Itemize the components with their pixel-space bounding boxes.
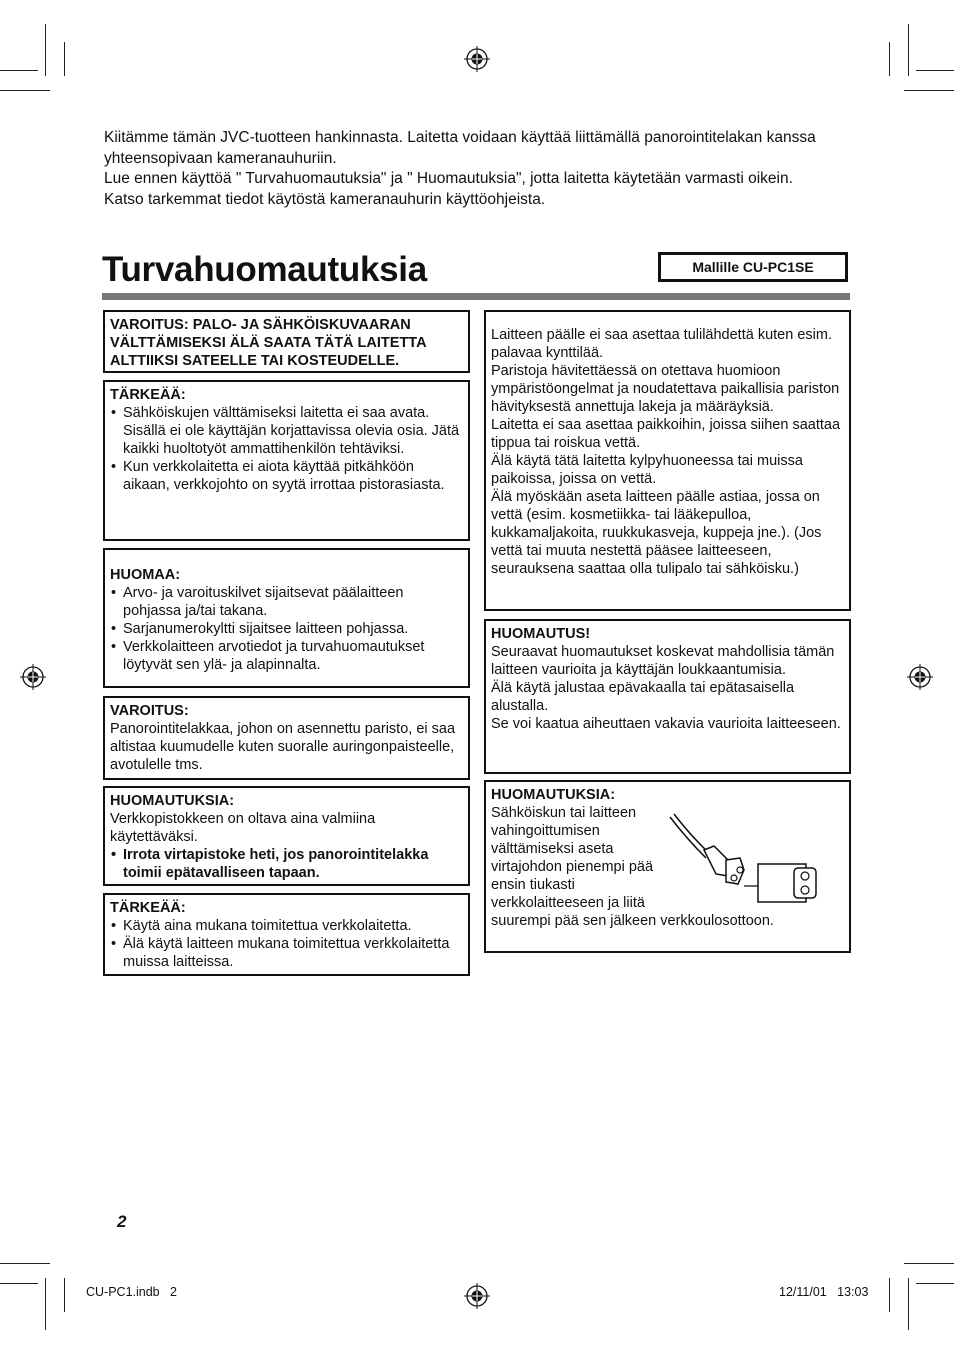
page-title: Turvahuomautuksia (102, 250, 427, 289)
footer-date: 12/11/01 13:03 (779, 1285, 869, 1299)
cord-text-bottom: suurempi pää sen jälkeen verkkoulosottoon. (491, 913, 774, 929)
power-cord-illustration-icon (668, 812, 818, 912)
registration-mark-icon (20, 664, 46, 690)
note-list (110, 584, 463, 674)
crop-mark (64, 42, 65, 76)
list-item: • Kun verkkolaitetta ei aiota käyttää pitkähköön aikaan, verkkojohto on syytä irrottaa pistorasiasta. (110, 458, 463, 494)
list-item: • Käytä aina mukana toimitettua verkkolaitetta. (110, 917, 463, 935)
main-warning-box (103, 310, 470, 373)
safety-paragraph: Laitetta ei saa asettaa paikkoihin, joissa siihen saattaa tippua tai roiskua vettä. (491, 417, 841, 451)
crop-mark (908, 1278, 909, 1330)
model-label: Mallille CU-PC1SE (658, 252, 848, 282)
list-item: • Älä käytä laitteen mukana toimitettua verkkolaitetta muissa laitteissa. (110, 935, 463, 971)
crop-mark (0, 1283, 38, 1284)
warning-text: Panorointitelakkaa, johon on asennettu paristo, ei saa altistaa kuumudelle kuten suoralle auringonpaisteelle, avotulelle tms. (110, 721, 456, 773)
crop-mark (916, 70, 954, 71)
intro-paragraph: Katso tarkemmat tiedot käytöstä kameranauhurin käyttöohjeista. (104, 190, 546, 208)
general-safety-box (484, 310, 851, 611)
crop-mark (0, 70, 38, 71)
intro-paragraph: Lue ennen käyttöä " Turvahuomautuksia" ja " Huomautuksia", jotta laitetta käytetään varmasti oikein. (104, 170, 793, 187)
list-item: • Sähköiskujen välttämiseksi laitetta ei saa avata. Sisällä ei ole käyttäjän korjattavissa olevia osia. Jätä kaikki huoltotyöt ammattihenkilön tehtäviksi. (110, 404, 463, 458)
registration-mark-icon (464, 1283, 490, 1309)
intro-paragraph: Kiitämme tämän JVC-tuotteen hankinnasta. Laitetta voidaan käyttää liittämällä panorointitelakan kanssa yhteensopivaan kameranauhuriin. (104, 129, 816, 167)
crop-mark (0, 90, 50, 91)
crop-mark (0, 1263, 50, 1264)
list-item: • Sarjanumerokyltti sijaitsee laitteen pohjassa. (110, 620, 463, 638)
warning-heading: VAROITUS: (110, 703, 189, 719)
crop-mark (916, 1283, 954, 1284)
list-item: • Irrota virtapistoke heti, jos panorointitelakka toimii epätavalliseen tapaan. (110, 846, 463, 882)
warning-box (103, 696, 470, 780)
crop-mark (64, 1278, 65, 1312)
safety-paragraph: Laitteen päälle ei saa asettaa tulilähdettä kuten esim. palavaa kynttilää. (491, 327, 832, 361)
note-box (103, 548, 470, 688)
important-list (110, 917, 463, 971)
important-heading: TÄRKEÄÄ: (110, 900, 186, 916)
cord-text: Sähköiskun tai laitteen vahingoittumisen välttämiseksi aseta virtajohdon pienempi pää ensin tiukasti verkkolaitteeseen ja liitä (491, 805, 654, 911)
caution-line: Älä käytä jalustaa epävakaalla tai epätasaisella alustalla. (491, 680, 795, 714)
important-box-2 (103, 893, 470, 976)
cautions-list (110, 846, 463, 882)
title-rule (102, 293, 850, 300)
cautions-box (103, 786, 470, 886)
footer-file: CU-PC1.indb 2 (86, 1285, 178, 1299)
caution-line: Se voi kaatua aiheuttaen vakavia vaurioita laitteeseen. (491, 716, 841, 732)
safety-paragraph: Älä myöskään aseta laitteen päälle astiaa, jossa on vettä (esim. kosmetiikka- tai lääkepulloa, kukkamaljakoita, ruukkukasveja, kuppeja jne.). (Jos vettä tai muuta nestettä pääsee laitteeseen, seurauksena saattaa olla tulipalo tai sähköisku.) (491, 489, 822, 577)
important-list (110, 404, 463, 494)
main-warning-text: VAROITUS: PALO- JA SÄHKÖISKUVAARAN VÄLTTÄMISEKSI ÄLÄ SAATA TÄTÄ LAITETTA ALTTIIKSI SATEELLE TAI KOSTEUDELLE. (110, 317, 427, 369)
crop-mark (889, 42, 890, 76)
caution-heading: HUOMAUTUS! (491, 626, 591, 642)
crop-mark (889, 1278, 890, 1312)
registration-mark-icon (464, 46, 490, 72)
note-heading: HUOMAA: (110, 567, 181, 583)
power-cord-box (484, 780, 851, 953)
crop-mark (908, 24, 909, 76)
crop-mark (45, 24, 46, 76)
crop-mark (904, 1263, 954, 1264)
caution-line: Seuraavat huomautukset koskevat mahdollisia tämän laitteen vaurioita ja käyttäjän loukkaantumisia. (491, 644, 835, 678)
page-number: 2 (117, 1212, 127, 1231)
crop-mark (45, 1278, 46, 1330)
important-box (103, 380, 470, 541)
list-item: • Verkkolaitteen arvotiedot ja turvahuomautukset löytyvät sen ylä- ja alapinnalta. (110, 638, 463, 674)
cautions-heading: HUOMAUTUKSIA: (110, 793, 235, 809)
caution-box (484, 619, 851, 774)
safety-paragraph: Älä käytä tätä laitetta kylpyhuoneessa tai muissa paikoissa, joissa on vettä. (491, 453, 803, 487)
intro-text (104, 128, 844, 210)
safety-paragraph: Paristoja hävitettäessä on otettava huomioon ympäristöongelmat ja noudatettava paikallisia pariston hävityksestä annettuja lakeja ja määräyksiä. (491, 363, 840, 415)
important-heading: TÄRKEÄÄ: (110, 387, 186, 403)
registration-mark-icon (907, 664, 933, 690)
cautions-text: Verkkopistokkeen on oltava aina valmiina käytettäväksi. (110, 811, 376, 845)
cautions-heading: HUOMAUTUKSIA: (491, 787, 616, 803)
crop-mark (904, 90, 954, 91)
list-item: • Arvo- ja varoituskilvet sijaitsevat päälaitteen pohjassa ja/tai takana. (110, 584, 463, 620)
